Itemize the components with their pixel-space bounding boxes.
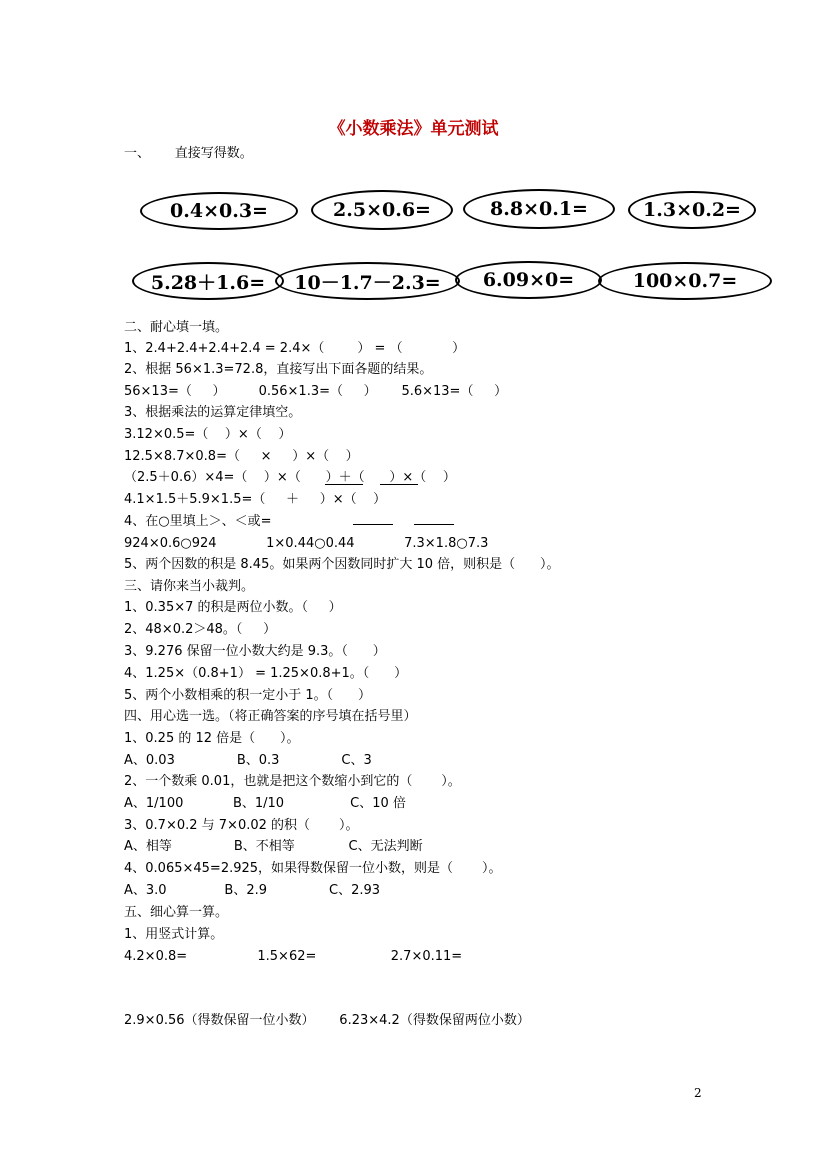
question-line: 56×13=（ ） 0.56×1.3=（ ） 5.6×13=（ ）	[124, 384, 508, 399]
oral-calc-oval: 8.8×0.1=	[463, 189, 615, 229]
choice-line: A、相等 B、不相等 C、无法判断	[124, 839, 423, 854]
question-line: 924×0.6○924 1×0.44○0.44 7.3×1.8○7.3	[124, 536, 489, 551]
question-line: 3、根据乘法的运算定律填空。	[124, 405, 302, 420]
question-line: 2、根据 56×1.3=72.8，直接写出下面各题的结果。	[124, 362, 433, 377]
choice-line: A、3.0 B、2.9 C、2.93	[124, 883, 381, 898]
question-line: 12.5×8.7×0.8=（ × ）×（ ）	[124, 449, 359, 464]
question-line: 2、48×0.2＞48。（ ）	[124, 622, 277, 637]
question-line: 4.1×1.5＋5.9×1.5=（ ＋ ）×（ ）	[124, 492, 387, 507]
oral-calc-oval: 10－1.7－2.3=	[275, 262, 460, 300]
page-title: 《小数乘法》单元测试	[328, 119, 499, 139]
answer-underline	[414, 524, 454, 525]
question-line: 3.12×0.5=（ ）×（ ）	[124, 427, 292, 442]
question-line: 4、在○里填上＞、＜或=	[124, 514, 272, 529]
question-line: 4、0.065×45=2.925，如果得数保留一位小数，则是（ ）。	[124, 861, 502, 876]
question-line: （2.5＋0.6）×4=（ ）×（ ）＋（ ）×（ ）	[124, 470, 456, 485]
oral-calc-oval: 6.09×0=	[455, 261, 602, 299]
answer-underline	[380, 484, 418, 485]
question-line: 2、一个数乘 0.01，也就是把这个数缩小到它的（ ）。	[124, 774, 461, 789]
oral-calc-oval: 5.28＋1.6=	[132, 262, 284, 300]
section-3-heading: 三、请你来当小裁判。	[124, 579, 255, 594]
question-line: 3、9.276 保留一位小数大约是 9.3。（ ）	[124, 644, 386, 659]
section-4-heading: 四、用心选一选。（将正确答案的序号填在括号里）	[124, 709, 417, 724]
calc-line: 2.9×0.56（得数保留一位小数） 6.23×4.2（得数保留两位小数）	[124, 1013, 530, 1028]
section-2-heading: 二、耐心填一填。	[124, 320, 229, 335]
oral-calc-oval: 100×0.7=	[598, 262, 772, 300]
oral-calc-oval: 2.5×0.6=	[311, 190, 453, 230]
choice-line: A、0.03 B、0.3 C、3	[124, 753, 372, 768]
question-line: 5、两个小数相乘的积一定小于 1。（ ）	[124, 688, 371, 703]
question-line: 1、0.25 的 12 倍是（ ）。	[124, 731, 300, 746]
answer-underline	[325, 484, 363, 485]
page-number: 2	[694, 1086, 702, 1100]
question-line: 3、0.7×0.2 与 7×0.02 的积（ ）。	[124, 818, 359, 833]
section-5-heading: 五、细心算一算。	[124, 905, 229, 920]
section-1-heading: 一、 直接写得数。	[124, 146, 253, 161]
answer-underline	[353, 524, 393, 525]
question-line: 1、2.4+2.4+2.4+2.4 = 2.4×（ ） = （ ）	[124, 341, 466, 356]
question-line: 1、用竖式计算。	[124, 927, 224, 942]
choice-line: A、1/100 B、1/10 C、10 倍	[124, 796, 406, 811]
oral-calc-oval: 0.4×0.3=	[140, 192, 298, 230]
question-line: 1、0.35×7 的积是两位小数。（ ）	[124, 600, 342, 615]
question-line: 5、两个因数的积是 8.45。如果两个因数同时扩大 10 倍，则积是（ ）。	[124, 557, 560, 572]
calc-line: 4.2×0.8= 1.5×62= 2.7×0.11=	[124, 949, 463, 964]
oral-calc-oval: 1.3×0.2=	[628, 191, 756, 229]
question-line: 4、1.25×（0.8+1） = 1.25×0.8+1。（ ）	[124, 666, 408, 681]
